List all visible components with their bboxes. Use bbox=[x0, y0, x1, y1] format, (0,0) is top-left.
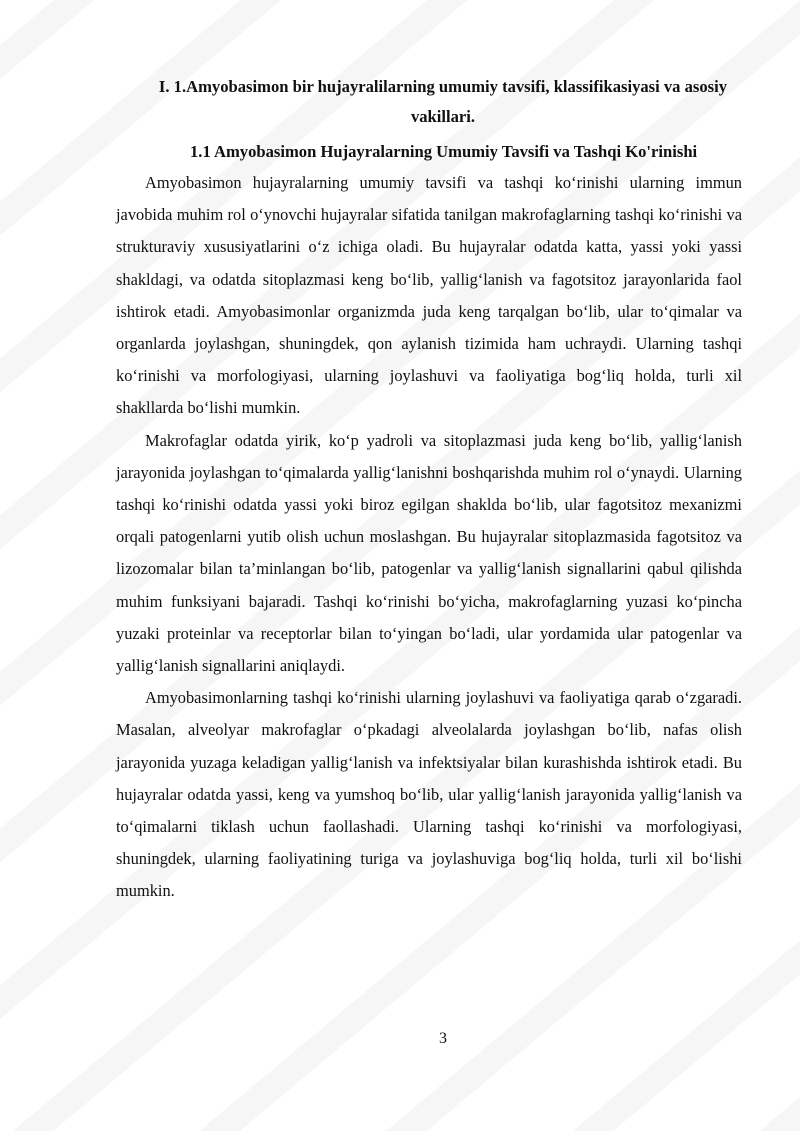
body-paragraph-3: Amyobasimonlarning tashqi ko‘rinishi ularning joylashuvi va faoliyatiga qarab o‘zgaradi. Masalan, alveolyar makrofaglar o‘pkadagi alveolalarda joylashgan bo‘lib, nafas olish jarayonida yuzaga keladigan yallig‘lanish va infektsiyalar bilan kurashishda ishtirok etadi. Bu hujayralar odatda yassi, keng va yumshoq bo‘lib, ular yallig‘lanish jarayonida yallig‘lanish va to‘qimalarni tiklash uchun faollashadi. Ularning tashqi ko‘rinishi va morfologiyasi, shuningdek, ularning faoliyatining turiga va joylashuviga bog‘liq holda, turli xil bo‘lishi mumkin. bbox=[116, 688, 742, 901]
section-title: I. 1.Amyobasimon bir hujayralilarning umumiy tavsifi, klassifikasiyasi va asosiy vakillari. bbox=[158, 77, 728, 126]
subsection-heading: 1.1 Amyobasimon Hujayralarning Umumiy Tavsifi va Tashqi Ko'rinishi bbox=[190, 142, 698, 161]
body-paragraph-1: Amyobasimon hujayralarning umumiy tavsifi va tashqi ko‘rinishi ularning immun javobida muhim rol o‘ynovchi hujayralar sifatida tanilgan makrofaglarning tashqi ko‘rinishi va strukturaviy xususiyatlarini o‘z ichiga oladi. Bu hujayralar odatda katta, yassi yoki yassi shakldagi, va odatda sitoplazmasi keng bo‘lib, yallig‘lanish va fagotsitoz jarayonlarida faol ishtirok etadi. Amyobasimonlar organizmda juda keng tarqalgan bo‘lib, ular to‘qimalar va organlarda joylashgan, shuningdek, qon aylanish tizimida ham uchraydi. Ularning tashqi ko‘rinishi va morfologiyasi, ularning joylashuvi va faoliyatiga bog‘liq holda, turli xil shakllarda bo‘lishi mumkin. bbox=[116, 173, 742, 418]
page-content bbox=[116, 72, 742, 908]
body-paragraph-2: Makrofaglar odatda yirik, ko‘p yadroli va sitoplazmasi juda keng bo‘lib, yallig‘lanish jarayonida joylashgan to‘qimalarda yallig‘lanishni boshqarishda muhim rol o‘ynaydi. Ularning tashqi ko‘rinishi odatda yassi yoki biroz egilgan shaklda bo‘lib, ular fagotsitoz mexanizmi orqali patogenlarni yutib olish uchun moslashgan. Bu hujayralar sitoplazmasida fagotsitoz va lizozomalar bilan ta’minlangan bo‘lib, patogenlar va yallig‘lanish signallarini qabul qilishda muhim funksiyani bajaradi. Tashqi ko‘rinishi bo‘yicha, makrofaglarning yuzasi ko‘pincha yuzaki proteinlar va receptorlar bilan to‘yingan bo‘ladi, ular yordamida ular patogenlar va yallig‘lanish signallarini aniqlaydi. bbox=[116, 430, 742, 676]
page-number: 3 bbox=[439, 1030, 447, 1047]
